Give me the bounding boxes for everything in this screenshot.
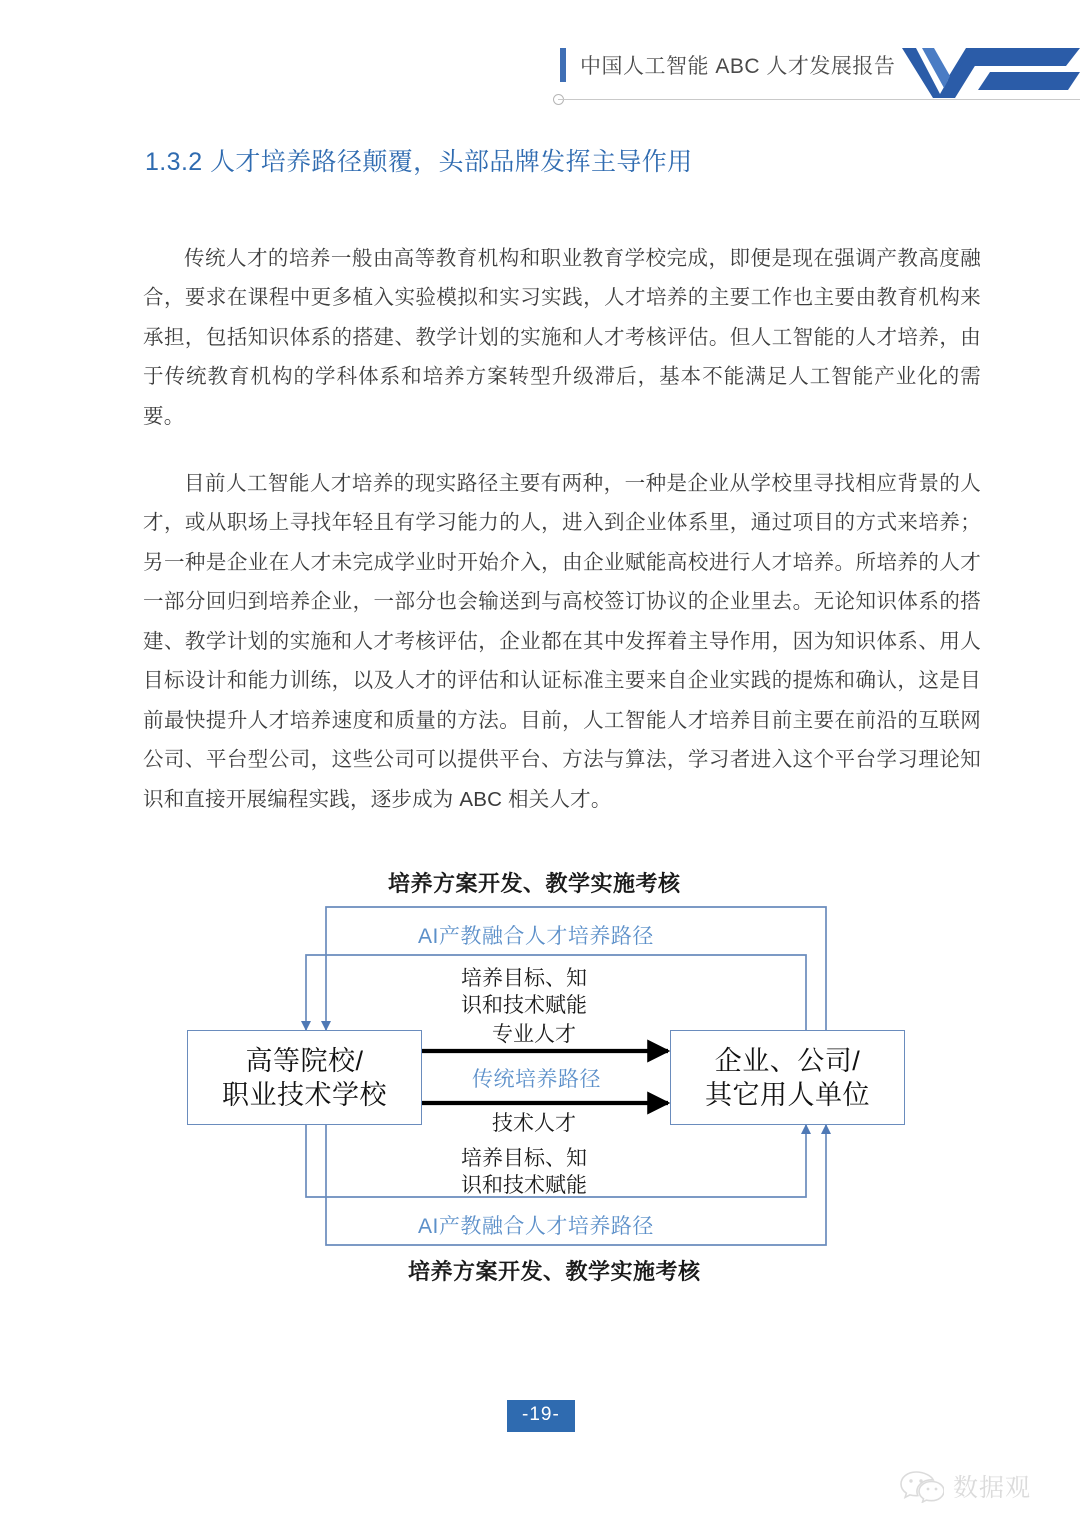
diagram-bottom-path-label: AI产教融合人才培养路径	[418, 1215, 654, 1238]
diagram-bottom-inner-label-line1: 培养目标、知	[461, 1147, 587, 1170]
body-paragraph-2: 目前人工智能人才培养的现实路径主要有两种，一种是企业从学校里寻找相应背景的人才，或从职场上寻找年轻且有学习能力的人，进入到企业体系里，通过项目的方式来培养；另一种是企业在人才未完成学业时开始介入，由企业赋能高校进行人才培养。所培养的人才一部分回归到培养企业，一部分也会输送到与高校签订协议的企业里去。无论知识体系的搭建、教学计划的实施和人才考核评估，企业都在其中发挥着主导作用，因为知识体系、用人目标设计和能力训练，以及人才的评估和认证标准主要来自企业实践的提炼和确认，这是目前最快提升人才培养速度和质量的方法。目前，人工智能人才培养目前主要在前沿的互联网公司、平台型公司，这些公司可以提供平台、方法与算法，学习者进入这个平台学习理论知识和直接开展编程实践，逐步成为 ABC 相关人才。	[143, 471, 981, 811]
diagram-arrow-upper-label: 专业人才	[492, 1023, 576, 1046]
header-title: 中国人工智能 ABC 人才发展报告	[580, 55, 896, 78]
page-number-badge: -19-	[507, 1400, 575, 1432]
diagram-box-institutions-line2: 职业技术学校	[222, 1079, 387, 1110]
body-paragraph-1: 传统人才的培养一般由高等教育机构和职业教育学校完成，即便是现在强调产教高度融合，要求在课程中更多植入实验模拟和实习实践，人才培养的主要工作也主要由教育机构来承担，包括知识体系的搭建、教学计划的实施和人才考核评估。但人工智能的人才培养，由于传统教育机构的学科体系和培养方案转型升级滞后，基本不能满足人工智能产业化的需要。	[143, 246, 981, 428]
diagram-box-employers	[670, 1030, 905, 1125]
header-title-group	[560, 48, 895, 82]
page-header	[0, 0, 1080, 112]
diagram-top-outer-label: 培养方案开发、教学实施考核	[388, 871, 681, 896]
wechat-icon	[900, 1469, 944, 1503]
diagram-box-employers-line2: 其它用人单位	[705, 1079, 870, 1110]
diagram-center-path-label: 传统培养路径	[472, 1068, 601, 1091]
diagram-box-employers-line1: 企业、公司/	[714, 1045, 861, 1076]
report-brand-logo-icon	[900, 44, 1080, 100]
diagram-bottom-inner-label-line2: 识和技术赋能	[461, 1174, 587, 1197]
diagram-top-path-label: AI产教融合人才培养路径	[418, 925, 654, 948]
watermark-text: 数据观	[953, 1474, 1032, 1502]
diagram-arrow-lower-label: 技术人才	[492, 1112, 576, 1135]
diagram-bottom-outer-label: 培养方案开发、教学实施考核	[408, 1259, 701, 1284]
diagram-top-inner-label-line2: 识和技术赋能	[461, 994, 587, 1017]
diagram-box-institutions	[187, 1030, 422, 1125]
talent-pathway-diagram	[150, 855, 940, 1295]
watermark	[900, 1468, 1031, 1504]
diagram-box-institutions-line1: 高等院校/	[245, 1045, 364, 1076]
header-accent-bar-icon	[560, 48, 566, 82]
diagram-top-inner-label-line1: 培养目标、知	[461, 967, 587, 990]
section-heading: 1.3.2 人才培养路径颠覆，头部品牌发挥主导作用	[145, 148, 693, 176]
